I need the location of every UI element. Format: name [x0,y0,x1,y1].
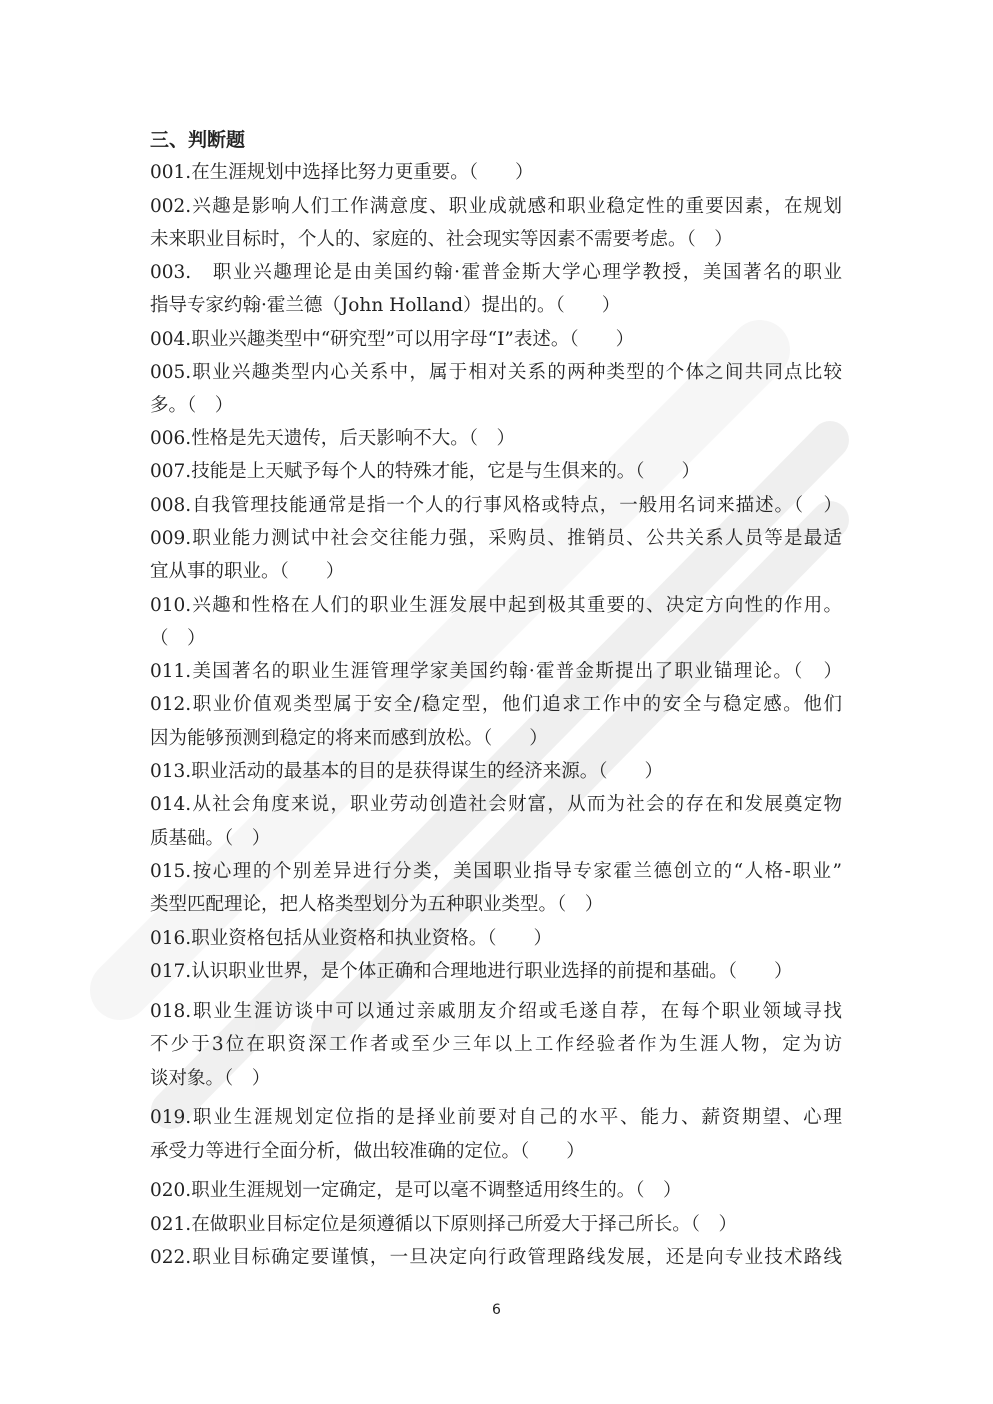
question-line: 因为能够预测到稳定的将来而感到放松。（ ） [150,728,548,749]
question-line: 004.职业兴趣类型中“研究型”可以用字母“I”表述。（ ） [150,329,635,350]
question-line: 002.兴趣是影响人们工作满意度、职业成就感和职业稳定性的重要因素，在规划 [150,196,842,217]
question-line: （ ） [150,628,206,649]
question-line: 010.兴趣和性格在人们的职业生涯发展中起到极其重要的、决定方向性的作用。 [150,595,842,616]
page-number: 6 [492,1302,501,1318]
question-line: 016.职业资格包括从业资格和执业资格。（ ） [150,928,552,949]
question-line: 类型匹配理论，把人格类型划分为五种职业类型。（ ） [150,894,604,915]
question-line: 019.职业生涯规划定位指的是择业前要对自己的水平、能力、薪资期望、心理 [150,1107,842,1128]
question-line: 009.职业能力测试中社会交往能力强，采购员、推销员、公共关系人员等是最适 [150,528,842,549]
question-line: 020.职业生涯规划一定确定，是可以毫不调整适用终生的。（ ） [150,1180,682,1201]
question-line: 022.职业目标确定要谨慎，一旦决定向行政管理路线发展，还是向专业技术路线 [150,1247,842,1268]
question-line: 008.自我管理技能通常是指一个人的行事风格或特点，一般用名词来描述。（ ） [150,495,842,516]
question-line: 不少于3位在职资深工作者或至少三年以上工作经验者作为生涯人物，定为访 [150,1034,842,1055]
question-line: 003. 职业兴趣理论是由美国约翰·霍普金斯大学心理学教授，美国著名的职业 [150,262,842,283]
question-line: 015.按心理的个别差异进行分类，美国职业指导专家霍兰德创立的“人格-职业” [150,861,842,882]
question-line: 指导专家约翰·霍兰德（John Holland）提出的。（ ） [150,295,621,316]
question-line: 021.在做职业目标定位是须遵循以下原则择己所爱大于择己所长。（ ） [150,1214,737,1235]
question-line: 质基础。（ ） [150,828,271,849]
question-line: 017.认识职业世界，是个体正确和合理地进行职业选择的前提和基础。（ ） [150,961,793,982]
question-line: 007.技能是上天赋予每个人的特殊才能，它是与生俱来的。（ ） [150,461,700,482]
question-line: 宜从事的职业。（ ） [150,561,345,582]
question-line: 005.职业兴趣类型内心关系中，属于相对关系的两种类型的个体之间共同点比较 [150,362,842,383]
question-line: 承受力等进行全面分析，做出较准确的定位。（ ） [150,1141,585,1162]
question-line: 006.性格是先天遗传，后天影响不大。（ ） [150,428,515,449]
question-line: 018.职业生涯访谈中可以通过亲戚朋友介绍或毛遂自荐，在每个职业领域寻找 [150,1001,842,1022]
question-line: 多。（ ） [150,395,234,416]
question-line: 013.职业活动的最基本的目的是获得谋生的经济来源。（ ） [150,761,663,782]
section-title: 三、判断题 [150,129,246,151]
question-line: 014.从社会角度来说，职业劳动创造社会财富，从而为社会的存在和发展奠定物 [150,794,842,815]
question-line: 011.美国著名的职业生涯管理学家美国约翰·霍普金斯提出了职业锚理论。（ ） [150,661,842,682]
question-line: 谈对象。（ ） [150,1068,271,1089]
question-line: 未来职业目标时，个人的、家庭的、社会现实等因素不需要考虑。（ ） [150,229,733,250]
question-line: 012.职业价值观类型属于安全/稳定型，他们追求工作中的安全与稳定感。他们 [150,694,842,715]
question-line: 001.在生涯规划中选择比努力更重要。（ ） [150,162,534,183]
